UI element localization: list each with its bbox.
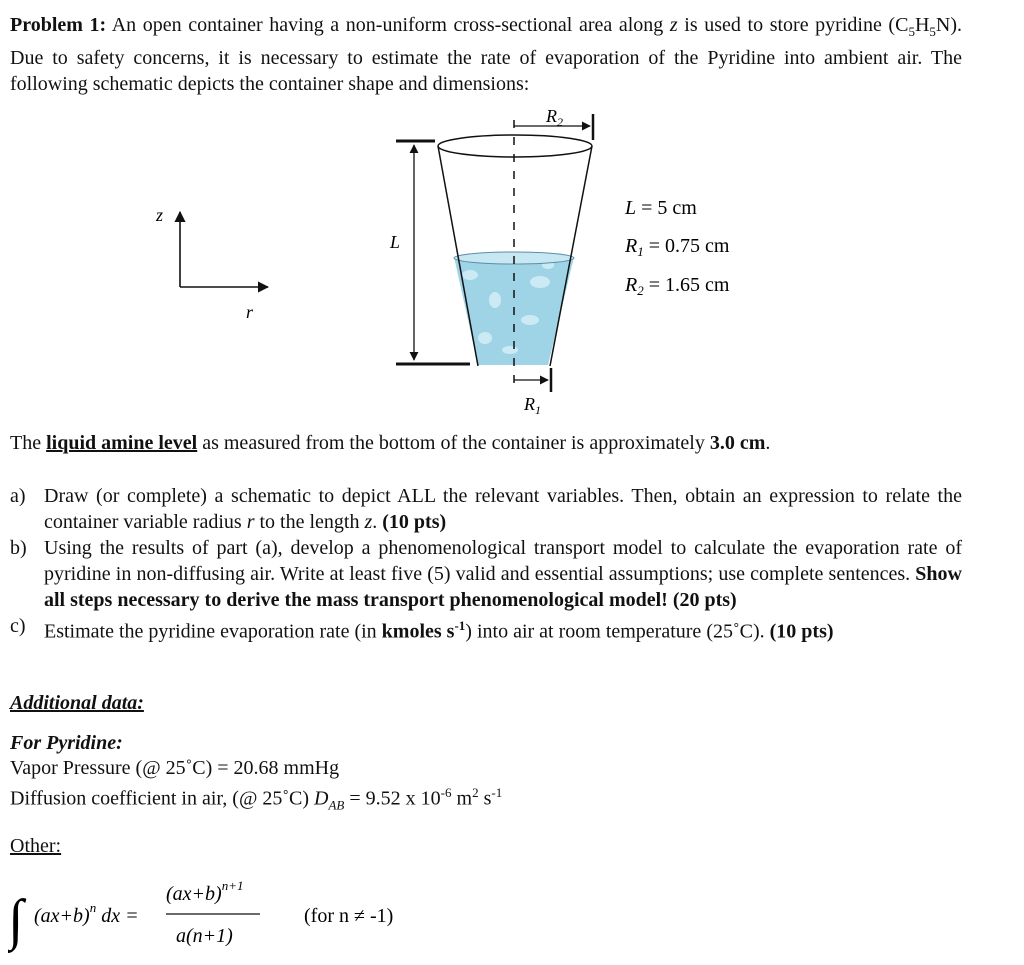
liquid-level-emphasis: liquid amine level [46, 432, 198, 454]
diffusion-coefficient: Diffusion coefficient in air, (@ 25˚C) $D_{AB} = 9.52$ x $10^{-6}$ $m^2$ $s^{-1}$ [10, 785, 503, 813]
r-axis-label: r [246, 302, 254, 322]
part-a: a) Draw (or complete) a schematic to depict ALL the relevant variables. Then, obtain an expression to relate the container variable radius r to the length z. (10 pts) [10, 485, 962, 533]
R2-label: $R_2$ [546, 106, 563, 129]
L-label: L [390, 232, 401, 252]
part-c: c) Estimate the pyridine evaporation rate (in kmoles $s^{-1}$) into air at room temperature (25˚C). (10 pts) [10, 615, 834, 643]
integral-formula [8, 868, 428, 958]
z-axis-label: z [156, 205, 164, 225]
integral-sign: ∫ [8, 889, 24, 951]
vapor-pressure: Vapor Pressure (@ 25˚C) = 20.68 mmHg [10, 757, 340, 779]
numerator: $(ax+b)^{n+1}$ [166, 878, 244, 905]
condition: (for n ≠ -1) [304, 905, 394, 927]
problem-statement: Problem 1: An open container having a non-uniform cross-sectional area along z is used to store pyridine $(C_5H_5N)$. Due to safety concerns, it is necessary to estimate the rate of evaporation of the Pyridine into ambient air. The following schematic depicts the container shape and dimensions: [10, 14, 962, 95]
part-b: b) Using the results of part (a), develop a phenomenological transport model to calculate the evaporation rate of pyridine in non-diffusing air. Write at least five (5) valid and essential assumptions; use complete sentences. Show all steps necessary to derive the mass transport phenomenological model! (20 pts) [10, 537, 962, 611]
dim-R2: $R_2 = 1.65$ cm [625, 274, 730, 298]
liquid-level-statement: The liquid amine level as measured from the bottom of the container is approximately 3.0 cm. [10, 432, 771, 454]
R1-label: $R_1$ [524, 394, 541, 417]
pyridine-heading: For Pyridine: [10, 732, 123, 754]
container-schematic [0, 0, 1024, 430]
problem-label: Problem 1: [10, 14, 107, 36]
question-parts [10, 483, 962, 645]
dim-L: L = 5 cm [625, 197, 697, 219]
container-rim [438, 135, 592, 157]
dim-R1: $R_1 = 0.75$ cm [625, 235, 730, 259]
liquid-level-value: 3.0 cm [709, 432, 766, 454]
additional-data-heading: Additional data: [10, 692, 144, 714]
integrand: $(ax+b)^n$ dx = [34, 900, 139, 927]
axes [155, 205, 268, 322]
other-heading: Other: [10, 835, 62, 857]
denominator: a(n+1) [176, 925, 233, 947]
